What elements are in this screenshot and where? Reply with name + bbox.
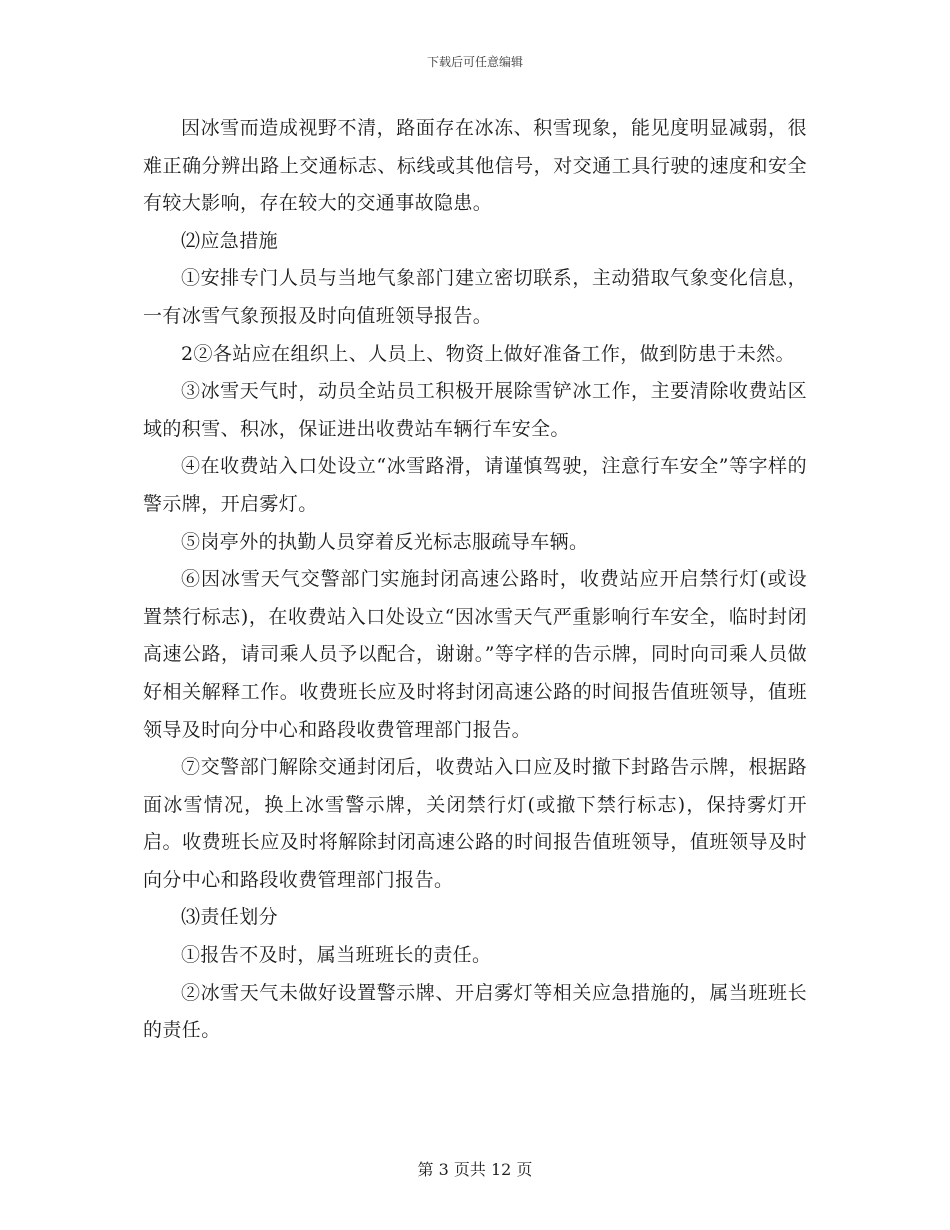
paragraph: ④在收费站入口处设立“冰雪路滑，请谨慎驾驶，注意行车安全”等字样的警示牌，开启雾灯。 — [143, 455, 807, 515]
page-footer: 第 3 页共 12 页 — [417, 1160, 533, 1179]
section-heading: ⑵应急措施 — [181, 229, 279, 252]
paragraph: 因冰雪而造成视野不清，路面存在冰冻、积雪现象，能见度明显减弱，很难正确分辨出路上交通标志、标线或其他信号，对交通工具行驶的速度和安全有较大影响，存在较大的交通事故隐患。 — [143, 117, 807, 215]
paragraph: ①报告不及时，属当班班长的责任。 — [181, 944, 492, 967]
paragraph: ⑦交警部门解除交通封闭后，收费站入口应及时撤下封路告示牌，根据路面冰雪情况，换上冰雪警示牌，关闭禁行灯(或撤下禁行标志)，保持雾灯开启。收费班长应及时将解除封闭高速公路的时间报告值班领导，值班领导及时向分中心和路段收费管理部门报告。 — [143, 756, 807, 891]
paragraph: ①安排专门人员与当地气象部门建立密切联系，主动猎取气象变化信息，一有冰雪气象预报及时向值班领导报告。 — [143, 267, 807, 327]
page-header: 下载后可任意编辑 — [426, 55, 523, 69]
document-body — [143, 110, 807, 1050]
section-heading: ⑶责任划分 — [181, 906, 279, 929]
paragraph: ⑤岗亭外的执勤人员穿着反光标志服疏导车辆。 — [181, 530, 589, 553]
paragraph: 2②各站应在组织上、人员上、物资上做好准备工作，做到防患于未然。 — [181, 342, 795, 365]
paragraph: ⑥因冰雪天气交警部门实施封闭高速公路时，收费站应开启禁行灯(或设置禁行标志)，在收费站入口处设立“因冰雪天气严重影响行车安全，临时封闭高速公路，请司乘人员予以配合，谢谢。”等字样的告示牌，同时向司乘人员做好相关解释工作。收费班长应及时将封闭高速公路的时间报告值班领导，值班领导及时向分中心和路段收费管理部门报告。 — [143, 568, 807, 741]
paragraph: ②冰雪天气未做好设置警示牌、开启雾灯等相关应急措施的，属当班班长的责任。 — [143, 981, 807, 1042]
paragraph: ③冰雪天气时，动员全站员工积极开展除雪铲冰工作，主要清除收费站区域的积雪、积冰，保证进出收费站车辆行车安全。 — [143, 380, 807, 440]
